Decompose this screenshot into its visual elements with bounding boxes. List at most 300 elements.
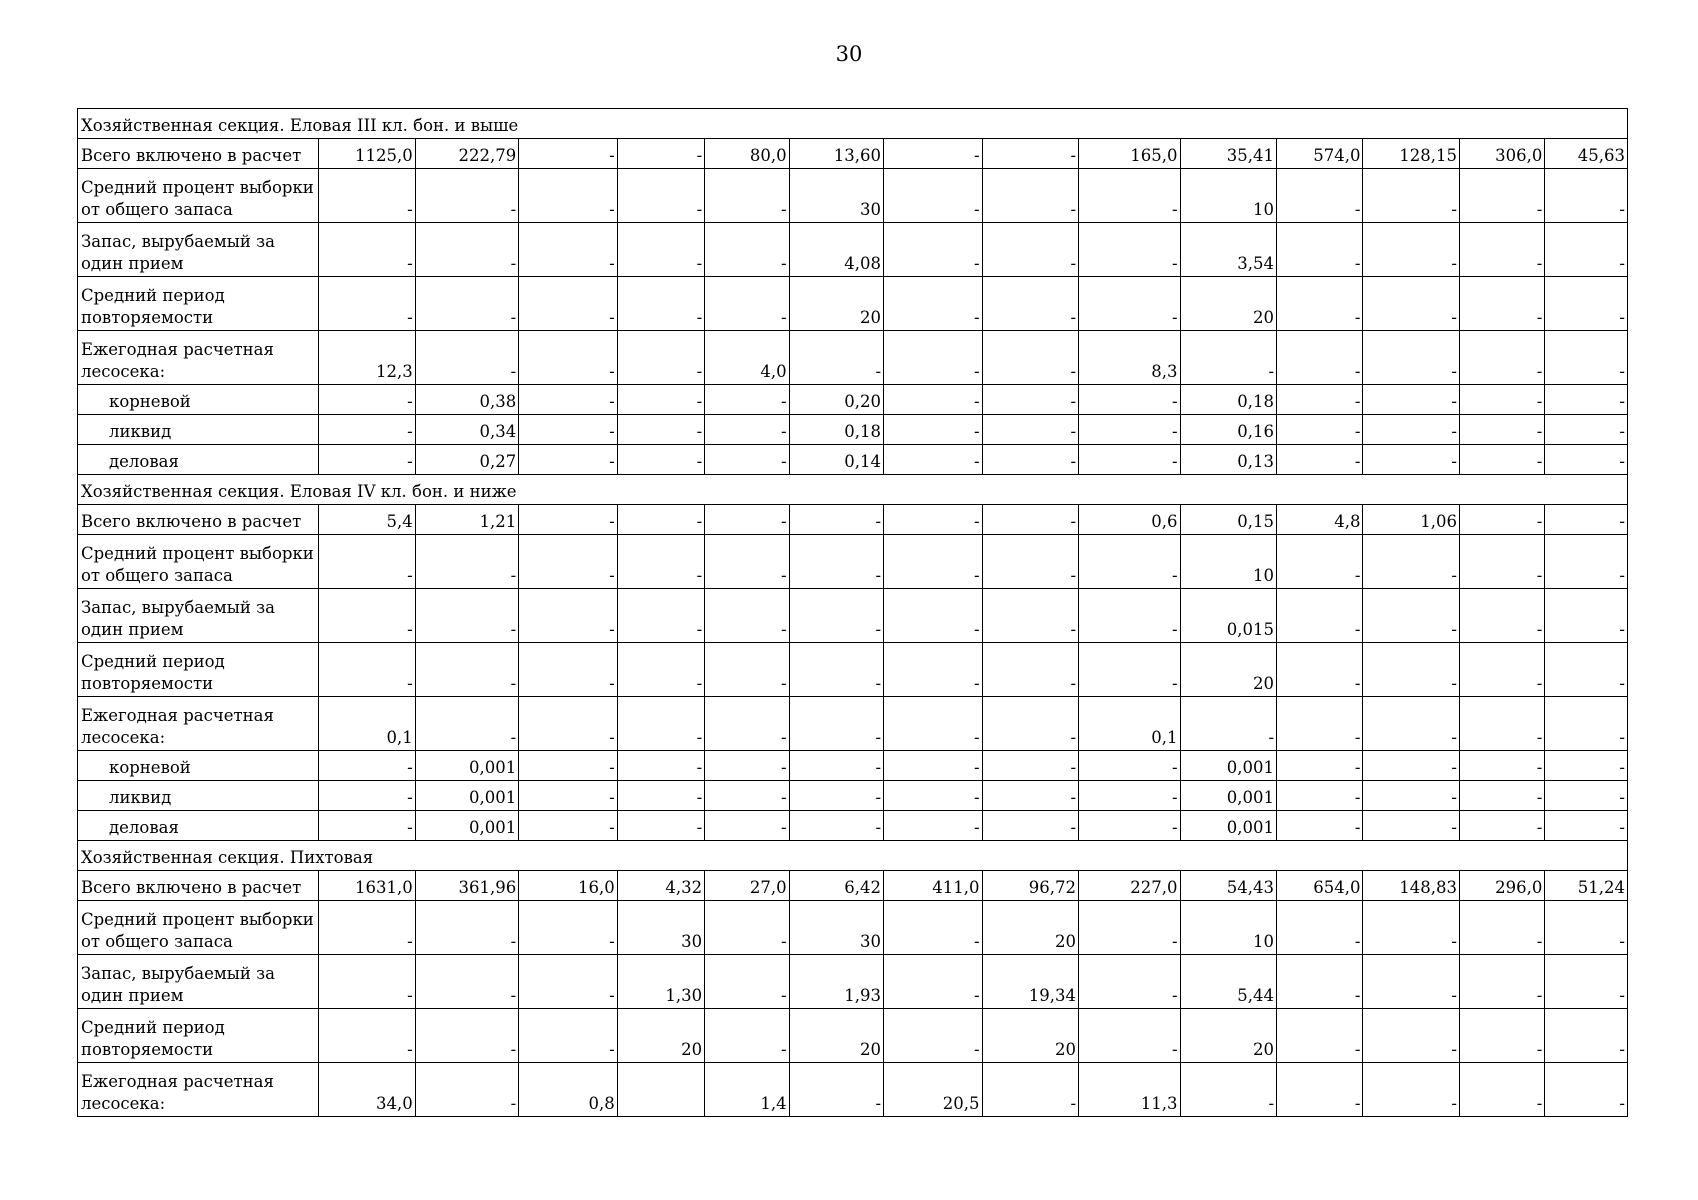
table-cell: 1,93	[789, 955, 883, 1009]
table-cell: -	[1079, 223, 1181, 277]
table-cell: -	[1079, 751, 1181, 781]
table-cell: 20	[1180, 1009, 1276, 1063]
row-label: Ежегодная расчетная лесосека:	[78, 331, 319, 385]
table-row	[78, 277, 1628, 331]
row-label: Запас, вырубаемый за один прием	[78, 223, 319, 277]
table-cell: -	[884, 445, 983, 475]
table-cell: -	[519, 385, 618, 415]
table-cell: -	[1277, 1009, 1363, 1063]
table-row	[78, 697, 1628, 751]
table-cell: -	[319, 955, 415, 1009]
allowable-cut-table	[77, 108, 1628, 1117]
row-label: Средний период повторяемости	[78, 643, 319, 697]
table-body	[78, 109, 1628, 1117]
table-cell: 0,15	[1180, 505, 1276, 535]
table-cell: -	[1277, 331, 1363, 385]
table-cell: -	[617, 445, 704, 475]
table-cell: -	[319, 781, 415, 811]
table-cell: -	[982, 697, 1078, 751]
table-cell: 296,0	[1459, 871, 1544, 901]
table-cell: -	[1545, 169, 1628, 223]
table-cell: -	[1545, 445, 1628, 475]
table-cell: -	[1079, 1009, 1181, 1063]
table-row	[78, 445, 1628, 475]
table-cell: -	[1079, 277, 1181, 331]
table-cell: -	[789, 505, 883, 535]
table-cell: 45,63	[1545, 139, 1628, 169]
row-label: Средний процент выборки от общего запаса	[78, 169, 319, 223]
table-cell: 12,3	[319, 331, 415, 385]
table-cell: 10	[1180, 535, 1276, 589]
table-cell: -	[1277, 535, 1363, 589]
table-row	[78, 169, 1628, 223]
table-cell: -	[705, 589, 789, 643]
table-cell: -	[519, 1009, 618, 1063]
table-cell: -	[1180, 331, 1276, 385]
table-row	[78, 781, 1628, 811]
table-cell: 80,0	[705, 139, 789, 169]
table-cell: -	[1363, 445, 1459, 475]
table-cell: -	[519, 697, 618, 751]
table-cell: -	[884, 697, 983, 751]
table-cell: -	[519, 139, 618, 169]
table-cell: 165,0	[1079, 139, 1181, 169]
table-cell: -	[705, 445, 789, 475]
table-cell: 0,18	[789, 415, 883, 445]
table-cell: -	[1363, 277, 1459, 331]
table-cell: 0,38	[415, 385, 519, 415]
table-cell: -	[415, 643, 519, 697]
table-cell: -	[982, 277, 1078, 331]
table-cell: 0,015	[1180, 589, 1276, 643]
table-cell: -	[1363, 385, 1459, 415]
row-label: Запас, вырубаемый за один прием	[78, 589, 319, 643]
table-cell: -	[1277, 811, 1363, 841]
table-cell: -	[705, 643, 789, 697]
table-cell: 0,001	[1180, 811, 1276, 841]
table-cell: -	[1079, 643, 1181, 697]
table-cell: 0,1	[319, 697, 415, 751]
table-cell: -	[1079, 169, 1181, 223]
table-cell: -	[1459, 697, 1544, 751]
table-cell: -	[1459, 331, 1544, 385]
table-cell: 0,14	[789, 445, 883, 475]
table-cell: 128,15	[1363, 139, 1459, 169]
table-cell: 0,6	[1079, 505, 1181, 535]
table-cell: -	[617, 415, 704, 445]
table-row	[78, 505, 1628, 535]
table-cell: 4,32	[617, 871, 704, 901]
table-cell: -	[705, 955, 789, 1009]
table-cell: 20	[982, 1009, 1078, 1063]
table-cell: -	[519, 901, 618, 955]
row-label: Средний период повторяемости	[78, 1009, 319, 1063]
table-cell: -	[1363, 901, 1459, 955]
table-cell: -	[617, 331, 704, 385]
section-header-row	[78, 475, 1628, 505]
table-cell: -	[1363, 955, 1459, 1009]
table-cell: -	[319, 277, 415, 331]
table-cell: -	[884, 781, 983, 811]
table-cell: -	[789, 535, 883, 589]
table-cell: -	[617, 169, 704, 223]
table-cell: -	[519, 535, 618, 589]
table-cell: -	[982, 385, 1078, 415]
table-row	[78, 643, 1628, 697]
table-cell: -	[1363, 1063, 1459, 1117]
table-cell: 0,13	[1180, 445, 1276, 475]
table-cell: -	[705, 415, 789, 445]
table-cell: -	[789, 697, 883, 751]
table-cell: -	[789, 1063, 883, 1117]
table-cell: -	[519, 277, 618, 331]
table-row	[78, 955, 1628, 1009]
table-cell: -	[1459, 643, 1544, 697]
table-cell: -	[1277, 955, 1363, 1009]
table-row	[78, 589, 1628, 643]
table-cell: -	[1545, 811, 1628, 841]
table-cell: -	[1277, 751, 1363, 781]
table-cell: 4,8	[1277, 505, 1363, 535]
table-cell: 20	[1180, 277, 1276, 331]
table-cell: -	[1545, 331, 1628, 385]
table-cell: -	[982, 589, 1078, 643]
table-cell: -	[1545, 277, 1628, 331]
table-cell: -	[884, 169, 983, 223]
table-cell: -	[617, 751, 704, 781]
table-cell: -	[705, 277, 789, 331]
table-cell: 0,001	[1180, 751, 1276, 781]
table-row	[78, 1063, 1628, 1117]
section-header-row	[78, 109, 1628, 139]
section-title: Хозяйственная секция. Еловая III кл. бон. и выше	[78, 109, 1628, 139]
table-cell: -	[319, 643, 415, 697]
table-cell: 35,41	[1180, 139, 1276, 169]
table-cell: -	[319, 415, 415, 445]
table-cell: 1,06	[1363, 505, 1459, 535]
table-cell: -	[982, 445, 1078, 475]
table-cell: 0,20	[789, 385, 883, 415]
table-cell: 20	[617, 1009, 704, 1063]
table-cell: -	[519, 169, 618, 223]
table-cell: -	[415, 535, 519, 589]
table-row	[78, 535, 1628, 589]
table-cell: -	[1180, 1063, 1276, 1117]
table-cell: -	[319, 811, 415, 841]
table-cell: -	[519, 415, 618, 445]
table-cell: -	[415, 1063, 519, 1117]
row-label: корневой	[78, 385, 319, 415]
table-row	[78, 223, 1628, 277]
table-cell: -	[982, 751, 1078, 781]
table-cell: -	[1363, 169, 1459, 223]
table-row	[78, 901, 1628, 955]
table-cell: 574,0	[1277, 139, 1363, 169]
table-cell: -	[705, 505, 789, 535]
table-cell: -	[1459, 955, 1544, 1009]
table-cell: -	[1545, 1063, 1628, 1117]
table-cell: 5,44	[1180, 955, 1276, 1009]
table-cell: -	[519, 781, 618, 811]
table-cell: -	[617, 697, 704, 751]
row-label: Средний процент выборки от общего запаса	[78, 535, 319, 589]
table-cell: 11,3	[1079, 1063, 1181, 1117]
table-cell: -	[1459, 901, 1544, 955]
table-cell: 0,16	[1180, 415, 1276, 445]
table-cell: -	[982, 781, 1078, 811]
table-cell: -	[884, 901, 983, 955]
table-cell: -	[1459, 385, 1544, 415]
table-cell: 30	[789, 169, 883, 223]
table-cell: -	[1363, 331, 1459, 385]
table-cell: 0,8	[519, 1063, 618, 1117]
table-cell: -	[1079, 811, 1181, 841]
table-row	[78, 331, 1628, 385]
table-cell: -	[519, 955, 618, 1009]
table-cell: 0,1	[1079, 697, 1181, 751]
table-cell: 4,0	[705, 331, 789, 385]
table-cell: -	[519, 643, 618, 697]
table-cell: -	[1079, 901, 1181, 955]
table-cell: 0,001	[415, 751, 519, 781]
table-cell: -	[1545, 589, 1628, 643]
table-cell: -	[519, 223, 618, 277]
table-cell: 8,3	[1079, 331, 1181, 385]
table-cell: -	[982, 505, 1078, 535]
table-cell: -	[1545, 643, 1628, 697]
table-cell: -	[415, 169, 519, 223]
table-cell: -	[1363, 589, 1459, 643]
row-label: Средний период повторяемости	[78, 277, 319, 331]
table-cell: 30	[789, 901, 883, 955]
row-label: Ежегодная расчетная лесосека:	[78, 1063, 319, 1117]
table-cell	[617, 1063, 704, 1117]
table-cell: -	[884, 751, 983, 781]
table-cell: -	[415, 589, 519, 643]
table-cell: -	[982, 811, 1078, 841]
table-cell: -	[617, 643, 704, 697]
table-cell: -	[1459, 169, 1544, 223]
table-cell: 34,0	[319, 1063, 415, 1117]
table-cell: 10	[1180, 169, 1276, 223]
table-cell: -	[884, 535, 983, 589]
table-cell: -	[1277, 415, 1363, 445]
table-row	[78, 415, 1628, 445]
table-cell: -	[705, 223, 789, 277]
row-label: деловая	[78, 811, 319, 841]
table-cell: -	[319, 751, 415, 781]
table-cell: -	[982, 223, 1078, 277]
table-cell: -	[319, 223, 415, 277]
table-cell: -	[705, 901, 789, 955]
table-cell: -	[1459, 751, 1544, 781]
table-cell: -	[982, 139, 1078, 169]
table-cell: 27,0	[705, 871, 789, 901]
table-cell: -	[1079, 589, 1181, 643]
page-number: 30	[835, 42, 863, 66]
table-cell: -	[1079, 415, 1181, 445]
table-cell: -	[1277, 589, 1363, 643]
table-cell: 10	[1180, 901, 1276, 955]
table-cell: -	[1459, 277, 1544, 331]
table-row	[78, 385, 1628, 415]
table-cell: -	[519, 331, 618, 385]
table-cell: -	[1545, 1009, 1628, 1063]
table-cell: -	[789, 781, 883, 811]
table-cell: 411,0	[884, 871, 983, 901]
table-cell: -	[1363, 1009, 1459, 1063]
table-cell: -	[884, 415, 983, 445]
table-cell: 0,001	[415, 811, 519, 841]
table-cell: -	[1363, 811, 1459, 841]
table-row	[78, 871, 1628, 901]
table-cell: 30	[617, 901, 704, 955]
table-cell: -	[705, 781, 789, 811]
table-cell: 0,001	[1180, 781, 1276, 811]
table-cell: 1,30	[617, 955, 704, 1009]
table-cell: -	[705, 811, 789, 841]
table-cell: -	[884, 505, 983, 535]
table-cell: -	[705, 535, 789, 589]
table-cell: 20	[982, 901, 1078, 955]
table-cell: -	[1363, 697, 1459, 751]
table-cell: 0,001	[415, 781, 519, 811]
table-cell: 1,4	[705, 1063, 789, 1117]
table-cell: 361,96	[415, 871, 519, 901]
table-cell: -	[1545, 697, 1628, 751]
row-label: Ежегодная расчетная лесосека:	[78, 697, 319, 751]
table-cell: -	[1277, 643, 1363, 697]
table-cell: 16,0	[519, 871, 618, 901]
table-cell: -	[519, 505, 618, 535]
table-cell: -	[1545, 955, 1628, 1009]
table-cell: -	[617, 385, 704, 415]
table-cell: -	[1277, 781, 1363, 811]
table-cell: -	[617, 781, 704, 811]
table-cell: 0,18	[1180, 385, 1276, 415]
table-cell: -	[415, 901, 519, 955]
table-cell: 148,83	[1363, 871, 1459, 901]
table-cell: -	[884, 811, 983, 841]
row-label: ликвид	[78, 415, 319, 445]
row-label: Всего включено в расчет	[78, 505, 319, 535]
table-cell: -	[319, 901, 415, 955]
section-title: Хозяйственная секция. Пихтовая	[78, 841, 1628, 871]
table-cell: -	[519, 811, 618, 841]
table-cell: 6,42	[789, 871, 883, 901]
table-cell: -	[884, 139, 983, 169]
table-cell: -	[1079, 535, 1181, 589]
table-cell: -	[884, 643, 983, 697]
table-cell: -	[519, 589, 618, 643]
table-cell: 0,34	[415, 415, 519, 445]
table-cell: -	[1277, 445, 1363, 475]
table-cell: -	[1079, 955, 1181, 1009]
table-cell: -	[1545, 781, 1628, 811]
row-label: ликвид	[78, 781, 319, 811]
row-label: деловая	[78, 445, 319, 475]
table-cell: -	[617, 535, 704, 589]
table-cell: -	[1363, 751, 1459, 781]
table-cell: -	[982, 331, 1078, 385]
table-cell: -	[1545, 415, 1628, 445]
table-cell: -	[982, 415, 1078, 445]
row-label: Всего включено в расчет	[78, 871, 319, 901]
table-row	[78, 751, 1628, 781]
table-cell: -	[415, 955, 519, 1009]
row-label: Запас, вырубаемый за один прием	[78, 955, 319, 1009]
table-cell: 96,72	[982, 871, 1078, 901]
table-cell: -	[1545, 535, 1628, 589]
table-cell: -	[1277, 223, 1363, 277]
table-cell: -	[1545, 385, 1628, 415]
row-label: Средний процент выборки от общего запаса	[78, 901, 319, 955]
table-cell: -	[884, 223, 983, 277]
table-cell: -	[705, 1009, 789, 1063]
table-cell: -	[1277, 385, 1363, 415]
table-cell: -	[1459, 811, 1544, 841]
table-cell: -	[1277, 169, 1363, 223]
row-label: корневой	[78, 751, 319, 781]
table-cell: -	[1459, 505, 1544, 535]
table-cell: -	[415, 223, 519, 277]
table-cell: -	[1545, 505, 1628, 535]
table-cell: 1125,0	[319, 139, 415, 169]
table-cell: 1,21	[415, 505, 519, 535]
table-cell: -	[319, 589, 415, 643]
table-cell: -	[705, 169, 789, 223]
section-title: Хозяйственная секция. Еловая IV кл. бон. и ниже	[78, 475, 1628, 505]
table-cell: -	[884, 589, 983, 643]
table-cell: -	[617, 223, 704, 277]
table-row	[78, 811, 1628, 841]
table-cell: 306,0	[1459, 139, 1544, 169]
table-cell: -	[789, 589, 883, 643]
table-cell: -	[1277, 1063, 1363, 1117]
table-cell: -	[1277, 277, 1363, 331]
table-cell: -	[519, 445, 618, 475]
table-cell: -	[1277, 901, 1363, 955]
table-cell: -	[617, 811, 704, 841]
table-cell: -	[1459, 1009, 1544, 1063]
table-cell: 227,0	[1079, 871, 1181, 901]
table-row	[78, 139, 1628, 169]
table-cell: -	[705, 697, 789, 751]
table-cell: -	[1459, 1063, 1544, 1117]
table-cell: 222,79	[415, 139, 519, 169]
table-cell: -	[1459, 589, 1544, 643]
table-cell: 19,34	[982, 955, 1078, 1009]
table-cell: -	[1459, 415, 1544, 445]
table-cell: -	[1079, 781, 1181, 811]
table-cell: 13,60	[789, 139, 883, 169]
table-cell: -	[1363, 223, 1459, 277]
table-cell: -	[415, 1009, 519, 1063]
table-cell: -	[319, 445, 415, 475]
table-cell: -	[1180, 697, 1276, 751]
table-cell: -	[319, 385, 415, 415]
table-cell: -	[1459, 781, 1544, 811]
table-cell: -	[1459, 223, 1544, 277]
table-cell: -	[617, 505, 704, 535]
table-cell: -	[1277, 697, 1363, 751]
table-cell: -	[1545, 223, 1628, 277]
table-cell: -	[982, 1063, 1078, 1117]
table-cell: -	[1363, 643, 1459, 697]
table-cell: -	[1079, 445, 1181, 475]
table-cell: -	[982, 643, 1078, 697]
table-cell: 654,0	[1277, 871, 1363, 901]
